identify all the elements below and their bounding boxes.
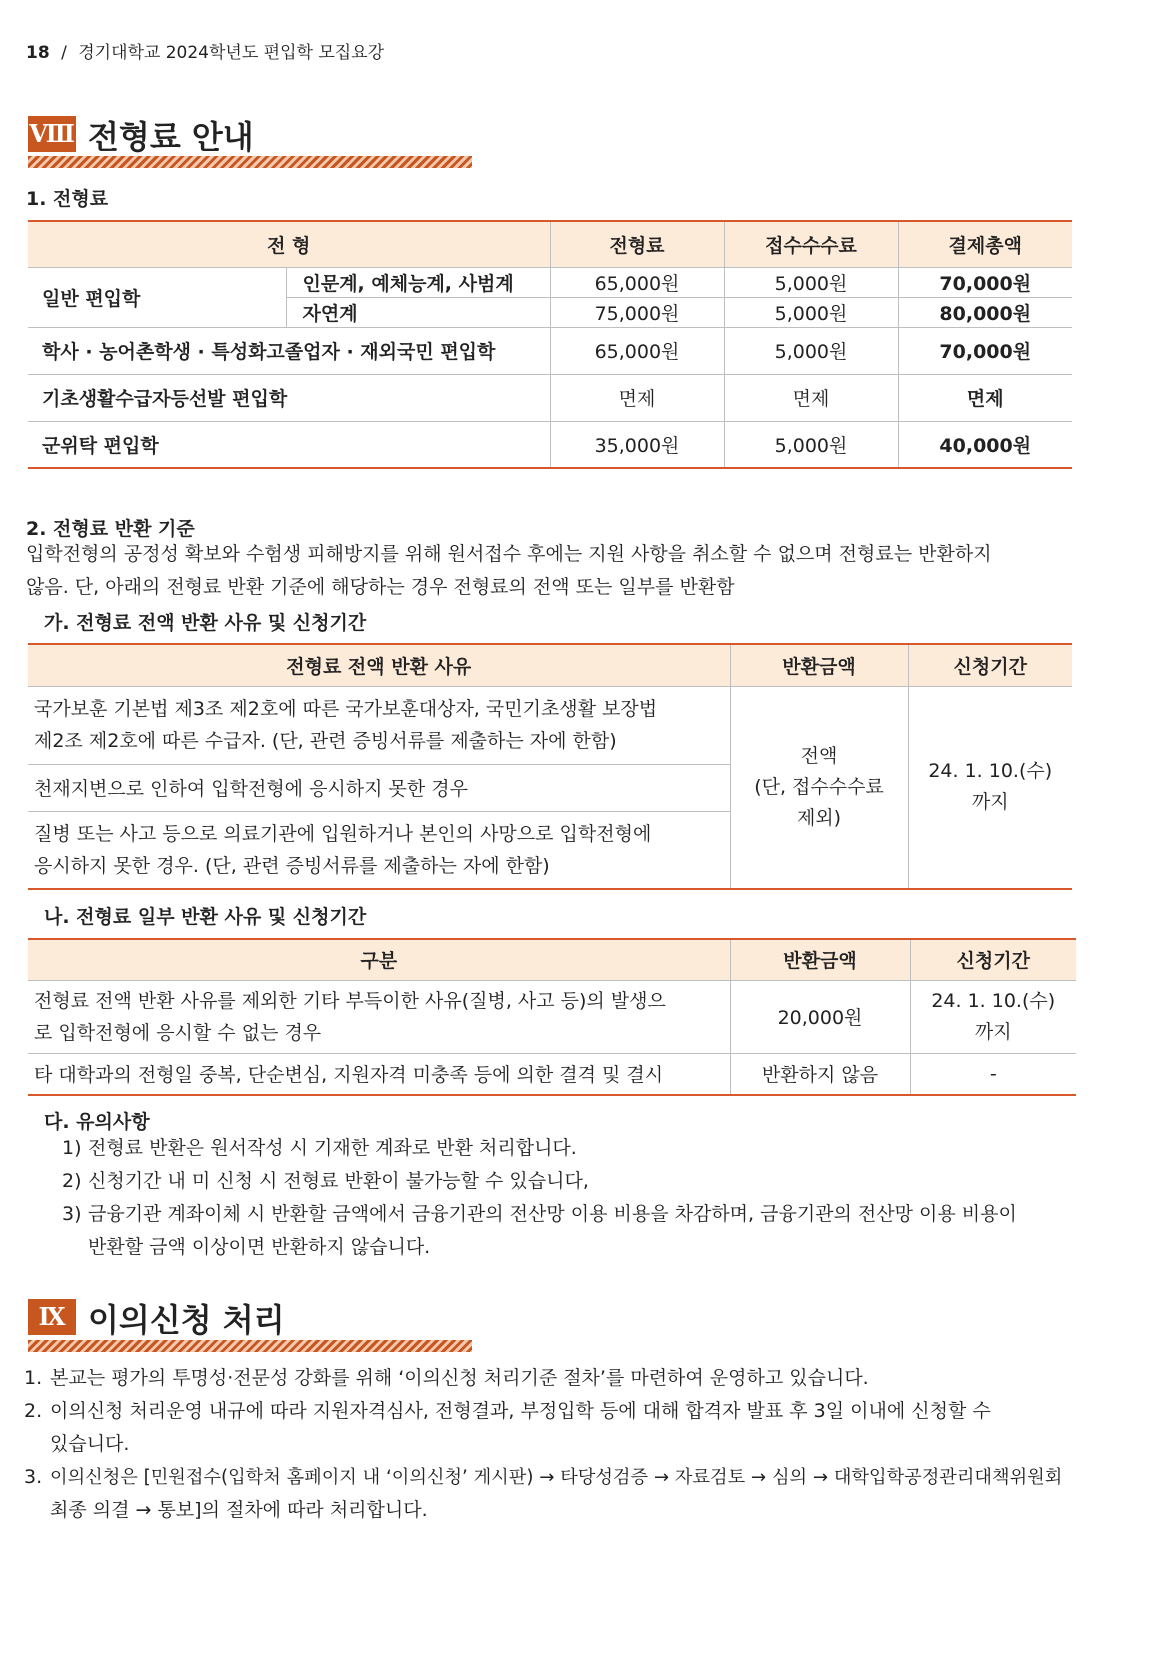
total-value: 면제	[898, 374, 1072, 421]
intro-line: 않음. 단, 아래의 전형료 반환 기준에 해당하는 경우 전형료의 전액 또는 일부를 반환함	[26, 576, 735, 598]
reason-line: 국가보훈 기본법 제3조 제2호에 따른 국가보훈대상자, 국민기초생활 보장법	[34, 698, 658, 720]
reason-cell: 타 대학과의 전형일 중복, 단순변심, 지원자격 미충족 등에 의한 결격 및 결시	[28, 1053, 730, 1095]
intro-line: 입학전형의 공정성 확보와 수험생 피해방지를 위해 원서접수 후에는 지원 사항을 취소할 수 없으며 전형료는 반환하지	[26, 543, 992, 565]
amount-cell	[730, 686, 908, 889]
note-text: 금융기관 계좌이체 시 반환할 금액에서 금융기관의 전산망 이용 비용을 차감하며, 금융기관의 전산망 이용 비용이	[88, 1203, 1017, 1225]
section-badge: Ⅷ	[28, 116, 76, 152]
list-item	[24, 1461, 1078, 1527]
fee-value: 65,000원	[550, 267, 724, 297]
page-number: 18	[26, 43, 50, 63]
col-header: 전형료	[550, 221, 724, 267]
row-name: 인문계, 예체능계, 사범계	[286, 267, 550, 297]
item-text: 이의신청 처리운영 내규에 따라 지원자격심사, 전형결과, 부정입학 등에 대해 합격자 발표 후 3일 이내에 신청할 수	[50, 1400, 991, 1422]
reason-cell	[28, 686, 730, 764]
item-text: 최종 의결 → 통보]의 절차에 따라 처리합니다.	[50, 1499, 428, 1521]
item-text: 있습니다.	[50, 1433, 130, 1455]
period-line: 까지	[974, 1020, 1012, 1043]
total-value: 70,000원	[898, 267, 1072, 297]
fee-value: 면제	[550, 374, 724, 421]
table-row	[28, 267, 1072, 297]
section-title: 이의신청 처리	[88, 1301, 285, 1339]
header-separator: /	[61, 43, 67, 63]
fee-value: 65,000원	[550, 327, 724, 374]
col-header: 신청기간	[908, 644, 1072, 686]
reason-line: 전형료 전액 반환 사유를 제외한 기타 부득이한 사유(질병, 사고 등)의 발생으	[34, 989, 666, 1012]
col-header: 반환금액	[730, 939, 910, 980]
item-text-block	[50, 1395, 991, 1461]
partial-refund-table	[28, 938, 1076, 1096]
refund-heading: 2. 전형료 반환 기준	[26, 518, 195, 540]
notes-heading: 다. 유의사항	[44, 1111, 150, 1133]
list-item	[24, 1362, 1078, 1395]
period-cell	[908, 686, 1072, 889]
item-text: 이의신청은 [민원접수(입학처 홈페이지 내 ‘이의신청’ 게시판) → 타당성검증 → 자료검토 → 심의 → 대학입학공정관리대책위원회	[50, 1467, 1063, 1488]
note-number: 3)	[62, 1203, 82, 1225]
period-line: 까지	[971, 791, 1009, 814]
table-row	[28, 686, 1072, 764]
section-divider	[28, 1340, 472, 1352]
fee-heading: 1. 전형료	[26, 188, 109, 210]
item-number: 3.	[24, 1466, 43, 1488]
list-item	[24, 1395, 1078, 1461]
full-refund-table	[28, 643, 1072, 890]
item-number: 2.	[24, 1400, 43, 1422]
row-name: 군위탁 편입학	[28, 421, 550, 468]
note-text-block	[88, 1198, 1017, 1264]
section-badge: Ⅸ	[28, 1299, 76, 1335]
total-value: 70,000원	[898, 327, 1072, 374]
amount-line: (단, 접수수수료	[754, 775, 884, 798]
partial-refund-heading: 나. 전형료 일부 반환 사유 및 신청기간	[44, 906, 367, 928]
item-text-block	[50, 1461, 1062, 1527]
row-name: 자연계	[286, 297, 550, 327]
table-row	[28, 374, 1072, 421]
reason-line: 로 입학전형에 응시할 수 없는 경우	[34, 1021, 322, 1044]
note-text: 신청기간 내 미 신청 시 전형료 반환이 불가능할 수 있습니다,	[88, 1170, 589, 1192]
reason-cell: 천재지변으로 인하여 입학전형에 응시하지 못한 경우	[28, 764, 730, 811]
document-title: 경기대학교 2024학년도 편입학 모집요강	[78, 43, 385, 63]
total-value: 40,000원	[898, 421, 1072, 468]
period-cell: -	[910, 1053, 1076, 1095]
table-row	[28, 980, 1076, 1053]
col-header: 신청기간	[910, 939, 1076, 980]
note-text: 반환할 금액 이상이면 반환하지 않습니다.	[88, 1236, 431, 1258]
row-name: 학사 · 농어촌학생 · 특성화고졸업자 · 재외국민 편입학	[28, 327, 550, 374]
fee-value: 35,000원	[550, 421, 724, 468]
total-value: 80,000원	[898, 297, 1072, 327]
partial-header-row	[28, 939, 1076, 980]
fee-header-row	[28, 221, 1072, 267]
notes-list	[62, 1132, 1078, 1264]
col-header: 접수수수료	[724, 221, 898, 267]
reason-cell	[28, 980, 730, 1053]
general-label: 일반 편입학	[28, 267, 286, 327]
reason-cell	[28, 811, 730, 889]
item-number: 1.	[24, 1367, 43, 1389]
commission-value: 5,000원	[724, 327, 898, 374]
table-row	[28, 327, 1072, 374]
fee-value: 75,000원	[550, 297, 724, 327]
period-line: 24. 1. 10.(수)	[928, 760, 1053, 783]
amount-line: 제외)	[796, 806, 842, 829]
col-header: 반환금액	[730, 644, 908, 686]
commission-value: 면제	[724, 374, 898, 421]
refund-intro	[26, 538, 1076, 604]
reason-line: 응시하지 못한 경우. (단, 관련 증빙서류를 제출하는 자에 한함)	[34, 854, 550, 877]
row-name: 기초생활수급자등선발 편입학	[28, 374, 550, 421]
reason-line: 질병 또는 사고 등으로 의료기관에 입원하거나 본인의 사망으로 입학전형에	[34, 822, 652, 845]
col-header: 구분	[28, 939, 730, 980]
list-item	[62, 1198, 1078, 1264]
note-number: 1)	[62, 1137, 82, 1159]
amount-cell: 반환하지 않음	[730, 1053, 910, 1095]
period-cell	[910, 980, 1076, 1053]
section-title: 전형료 안내	[88, 118, 254, 156]
full-header-row	[28, 644, 1072, 686]
period-line: 24. 1. 10.(수)	[931, 989, 1056, 1012]
appeal-list	[24, 1362, 1078, 1527]
note-number: 2)	[62, 1170, 82, 1192]
col-header: 전형료 전액 반환 사유	[28, 644, 730, 686]
list-item	[62, 1165, 1078, 1198]
list-item	[62, 1132, 1078, 1165]
full-refund-heading: 가. 전형료 전액 반환 사유 및 신청기간	[44, 612, 367, 634]
page-header	[26, 38, 384, 63]
commission-value: 5,000원	[724, 267, 898, 297]
fee-table	[28, 220, 1072, 469]
commission-value: 5,000원	[724, 421, 898, 468]
note-text: 전형료 반환은 원서작성 시 기재한 계좌로 반환 처리합니다.	[88, 1137, 577, 1159]
reason-line: 제2조 제2호에 따른 수급자. (단, 관련 증빙서류를 제출하는 자에 한함)	[34, 730, 617, 752]
item-text: 본교는 평가의 투명성·전문성 강화를 위해 ‘이의신청 처리기준 절차’를 마련하여 운영하고 있습니다.	[50, 1367, 869, 1389]
amount-line: 전액	[800, 744, 838, 767]
amount-cell: 20,000원	[730, 980, 910, 1053]
table-row	[28, 421, 1072, 468]
table-row	[28, 1053, 1076, 1095]
commission-value: 5,000원	[724, 297, 898, 327]
col-header: 결제총액	[898, 221, 1072, 267]
col-header: 전 형	[28, 221, 550, 267]
section-divider	[28, 156, 472, 168]
